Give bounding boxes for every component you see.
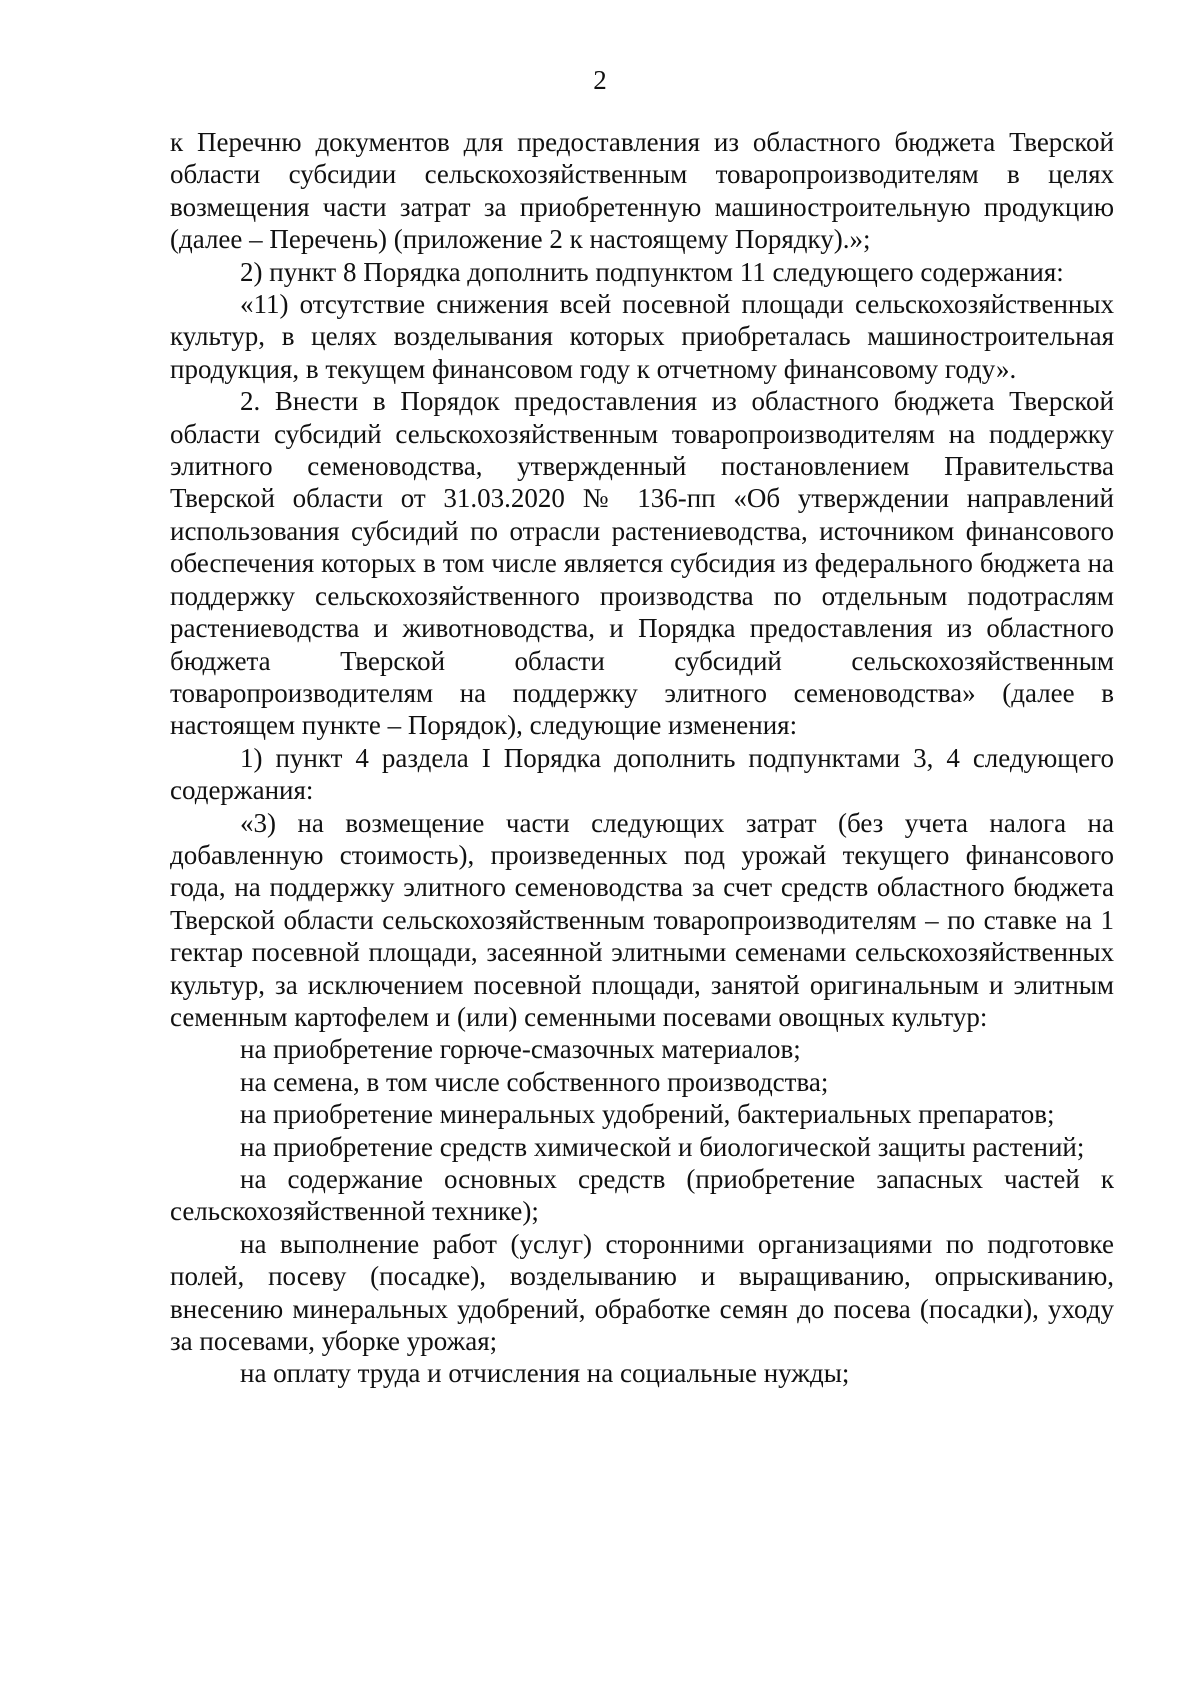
list-item-fertilizers: на приобретение минеральных удобрений, бактериальных препаратов; bbox=[240, 1099, 1055, 1130]
list-item-seeds: на семена, в том числе собственного производства; bbox=[240, 1066, 829, 1097]
list-item-fixed-assets: на содержание основных средств (приобретение запасных частей к сельскохозяйственной технике); bbox=[170, 1164, 1114, 1227]
paragraph-subitem-11: «11) отсутствие снижения всей посевной площади сельскохозяйственных культур, в целях возделывания которых приобреталась машиностроительная продукция, в текущем финансовом году к отчетному финансовому году». bbox=[170, 289, 1114, 384]
paragraph-item-1: 1) пункт 4 раздела I Порядка дополнить подпунктами 3, 4 следующего содержания: bbox=[170, 742, 1114, 806]
list-item-plant-protection: на приобретение средств химической и биологической защиты растений; bbox=[240, 1131, 1085, 1162]
paragraph-item-2: 2) пункт 8 Порядка дополнить подпунктом 11 следующего содержания: bbox=[240, 256, 1064, 287]
page-number: 2 bbox=[593, 65, 607, 95]
list-item-labor: на оплату труда и отчисления на социальные нужды; bbox=[240, 1358, 850, 1389]
document-body bbox=[170, 126, 1114, 1390]
list-item-third-party-services: на выполнение работ (услуг) сторонними организациями по подготовке полей, посеву (посадке), возделыванию и выращиванию, опрыскиванию, внесению минеральных удобрений, обработке семян до посева (посадки), уходу за посевами, уборке урожая; bbox=[170, 1228, 1114, 1357]
paragraph-continuation: к Перечню документов для предоставления из областного бюджета Тверской области субсидии сельскохозяйственным товаропроизводителям в целях возмещения части затрат за приобретенную машиностроительную продукцию (далее – Перечень) (приложение 2 к настоящему Порядку).»; bbox=[170, 127, 1114, 255]
paragraph-section-2: 2. Внести в Порядок предоставления из областного бюджета Тверской области субсидий сельскохозяйственным товаропроизводителям на поддержку элитного семеноводства, утвержденный постановлением Правительства Тверской области от 31.03.2020 № 136-пп «Об утверждении направлений использования субсидий по отрасли растениеводства, источником финансового обеспечения которых в том числе является субсидия из федерального бюджета на поддержку сельскохозяйственного производства по отдельным подотраслям растениеводства и животноводства, и Порядка предоставления из областного бюджета Тверской области субсидий сельскохозяйственным товаропроизводителям на поддержку элитного семеноводства» (далее в настоящем пункте – Порядок), следующие изменения: bbox=[170, 386, 1114, 741]
list-item-fuel: на приобретение горюче-смазочных материалов; bbox=[240, 1034, 801, 1065]
paragraph-subitem-3: «3) на возмещение части следующих затрат (без учета налога на добавленную стоимость), произведенных под урожай текущего финансового года, на поддержку элитного семеноводства за счет средств областного бюджета Тверской области сельскохозяйственным товаропроизводителям – по ставке на 1 гектар посевной площади, засеянной элитными семенами сельскохозяйственных культур, за исключением посевной площади, занятой оригинальным и элитным семенным картофелем и (или) семенными посевами овощных культур: bbox=[170, 807, 1114, 1032]
